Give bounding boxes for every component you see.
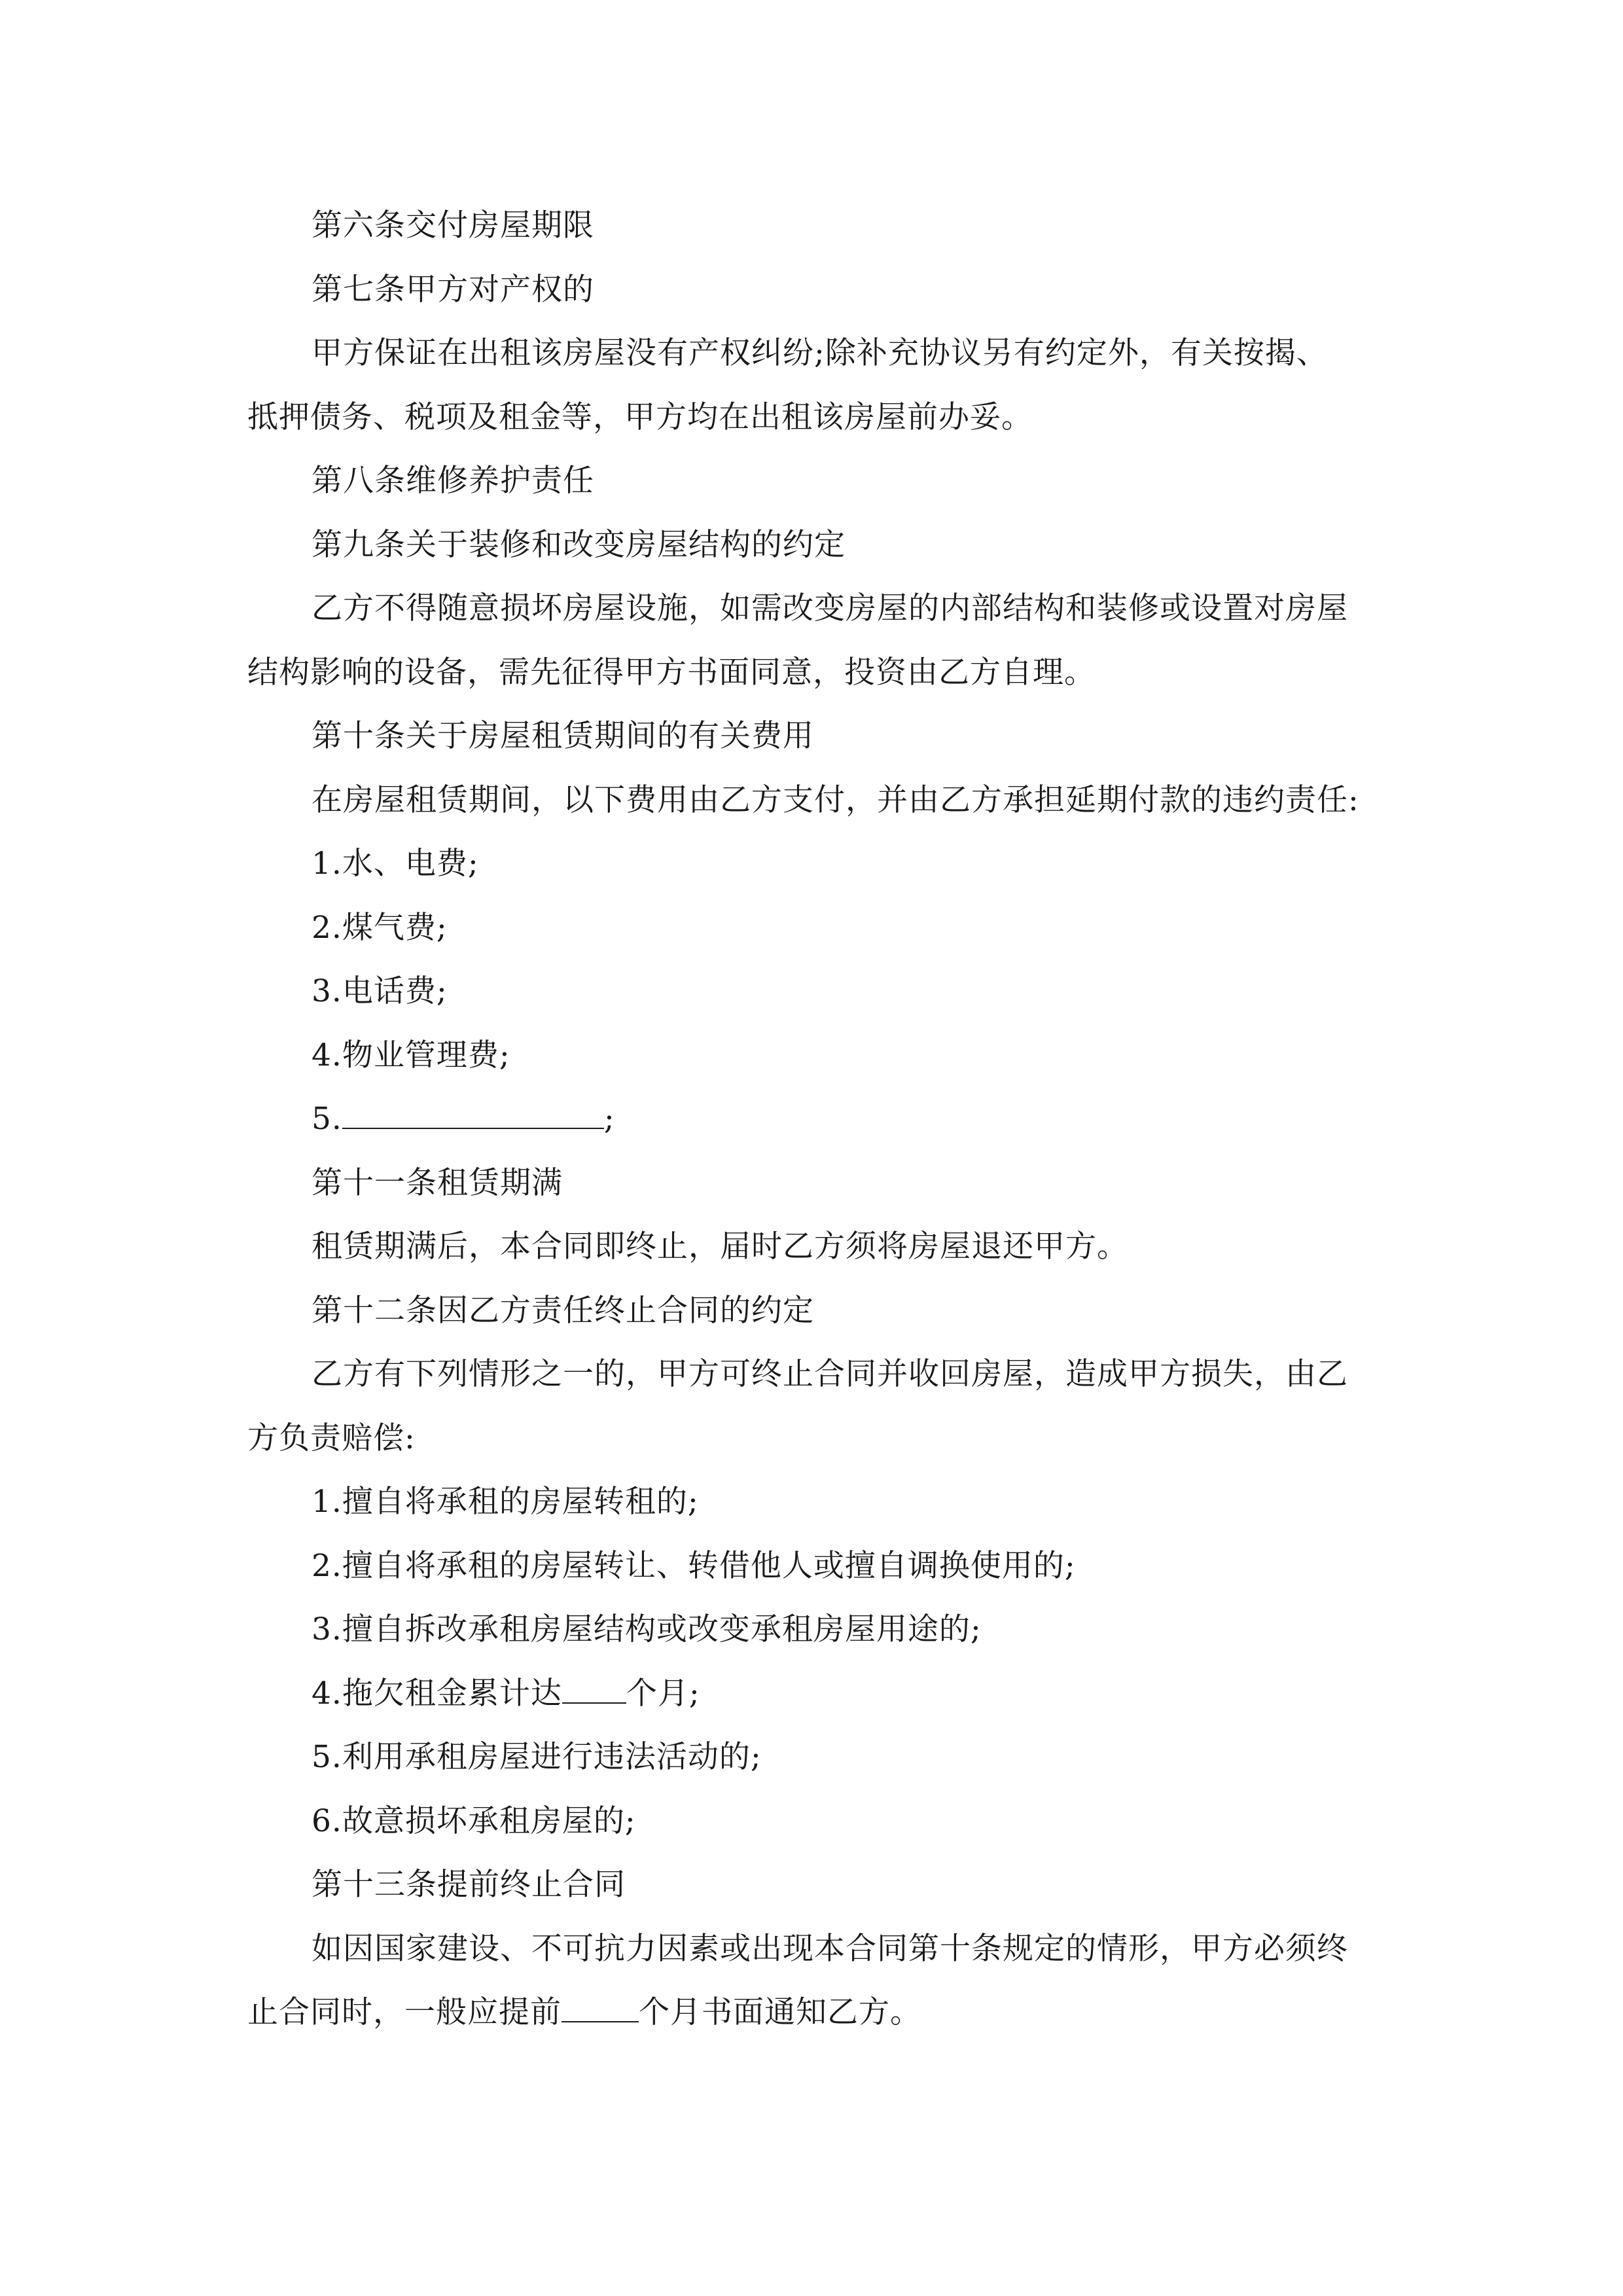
- fee-item-4: 4.物业管理费;: [312, 1037, 510, 1073]
- article-11-heading: 第十一条租赁期满: [312, 1164, 563, 1201]
- article-13-text-line-1: 如因国家建设、不可抗力因素或出现本合同第十条规定的情形，甲方必须终: [312, 1930, 1348, 1967]
- article-7-heading: 第七条甲方对产权的: [312, 271, 594, 308]
- article-13-text-pre: 止合同时，一般应提前: [247, 1994, 562, 2030]
- termination-item-4-end: 个月;: [626, 1675, 700, 1712]
- article-6-heading: 第六条交付房屋期限: [312, 207, 594, 243]
- article-7-text-line-1: 甲方保证在出租该房屋没有产权纠纷;除补充协议另有约定外，有关按揭、: [312, 335, 1328, 371]
- article-9-text-line-2: 结构影响的设备，需先征得甲方书面同意，投资由乙方自理。: [247, 654, 1096, 691]
- article-12-text-line-1: 乙方有下列情形之一的，甲方可终止合同并收回房屋，造成甲方损失，由乙: [312, 1356, 1348, 1392]
- fee-item-5-blank: [342, 1102, 604, 1129]
- termination-item-5: 5.利用承租房屋进行违法活动的;: [312, 1739, 762, 1775]
- fee-item-3: 3.电话费;: [312, 973, 448, 1009]
- document-body: [247, 194, 1380, 2045]
- article-10-heading: 第十条关于房屋租赁期间的有关费用: [312, 718, 814, 754]
- fee-item-5: [247, 1087, 1380, 1151]
- fee-item-5-end: ;: [603, 1101, 615, 1137]
- fee-item-5-number: 5.: [312, 1101, 342, 1137]
- notice-months-blank: [562, 1995, 639, 2022]
- article-12-text-line-2: 方负责赔偿:: [247, 1420, 416, 1456]
- article-10-text: 在房屋租赁期间，以下费用由乙方支付，并由乙方承担延期付款的违约责任:: [312, 781, 1359, 818]
- article-7-text-line-2: 抵押债务、税项及租金等，甲方均在出租该房屋前办妥。: [247, 399, 1033, 435]
- fee-item-1: 1.水、电费;: [312, 846, 479, 882]
- fee-item-2: 2.煤气费;: [312, 909, 448, 946]
- article-13-heading: 第十三条提前终止合同: [312, 1867, 626, 1903]
- article-13-text-line-2: [247, 1981, 1380, 2045]
- article-11-text: 租赁期满后，本合同即终止，届时乙方须将房屋退还甲方。: [312, 1229, 1128, 1265]
- article-13-text-post: 个月书面通知乙方。: [639, 1994, 921, 2030]
- article-12-heading: 第十二条因乙方责任终止合同的约定: [312, 1292, 814, 1329]
- termination-item-2: 2.擅自将承租的房屋转让、转借他人或擅自调换使用的;: [312, 1547, 1076, 1584]
- termination-item-1: 1.擅自将承租的房屋转租的;: [312, 1484, 699, 1520]
- months-blank: [562, 1676, 626, 1704]
- termination-item-3: 3.擅自拆改承租房屋结构或改变承租房屋用途的;: [312, 1611, 982, 1647]
- article-9-heading: 第九条关于装修和改变房屋结构的约定: [312, 526, 846, 563]
- termination-item-4-text: 4.拖欠租金累计达: [312, 1675, 562, 1712]
- article-9-text-line-1: 乙方不得随意损坏房屋设施，如需改变房屋的内部结构和装修或设置对房屋: [312, 590, 1348, 626]
- termination-item-6: 6.故意损坏承租房屋的;: [312, 1803, 636, 1839]
- termination-item-4: [247, 1662, 1380, 1726]
- article-8-heading: 第八条维修养护责任: [312, 463, 594, 499]
